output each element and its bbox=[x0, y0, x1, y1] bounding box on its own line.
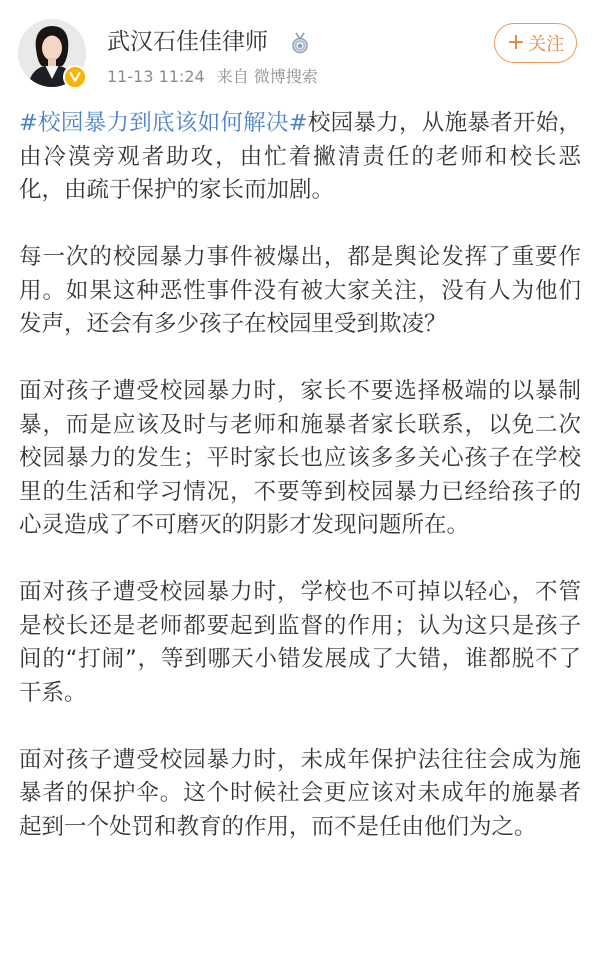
post-content bbox=[19, 107, 581, 844]
post-paragraph: 面对孩子遭受校园暴力时，家长不要选择极端的以暴制暴，而是应该及时与老师和施暴者家长联系，以免二次校园暴力的发生；平时家长也应该多多关心孩子在学校里的生活和学习情况，不要等到校园暴力已经给孩子的心灵造成了不可磨灭的阴影才发现问题所在。 bbox=[19, 378, 581, 538]
hashtag-link[interactable]: #校园暴力到底该如何解决# bbox=[19, 110, 308, 136]
post-paragraph: 面对孩子遭受校园暴力时，未成年保护法往往会成为施暴者的保护伞。这个时候社会更应该对未成年的施暴者起到一个处罚和教育的作用，而不是任由他们为之。 bbox=[19, 746, 581, 840]
post-paragraph: 每一次的校园暴力事件被爆出，都是舆论发挥了重要作用。如果这种恶性事件没有被大家关注，没有人为他们发声，还会有多少孩子在校园里受到欺凌？ bbox=[19, 244, 581, 337]
post-paragraph-text: 校园暴力，从施暴者开始，由冷漠旁观者助攻，由忙着撇清责任的老师和校长恶化，由疏于保护的家长而加剧。 bbox=[19, 110, 581, 203]
post-time: 11-13 11:24 bbox=[107, 67, 205, 86]
post-paragraph: 面对孩子遭受校园暴力时，学校也不可掉以轻心，不管是校长还是老师都要起到监督的作用；认为这只是孩子间的“打闹”，等到哪天小错发展成了大错，谁都脱不了干系。 bbox=[19, 579, 581, 706]
follow-label: 关注 bbox=[528, 34, 565, 55]
medal-badge-icon[interactable] bbox=[289, 32, 311, 54]
username[interactable]: 武汉石佳佳律师 bbox=[107, 29, 268, 55]
post-source[interactable]: 来自 微博搜索 bbox=[216, 67, 318, 86]
plus-icon: + bbox=[506, 30, 526, 55]
post-header bbox=[0, 0, 600, 100]
post-paragraph bbox=[19, 107, 581, 208]
follow-button[interactable] bbox=[494, 23, 577, 63]
post-meta bbox=[107, 66, 330, 88]
verified-v-icon bbox=[63, 65, 87, 89]
